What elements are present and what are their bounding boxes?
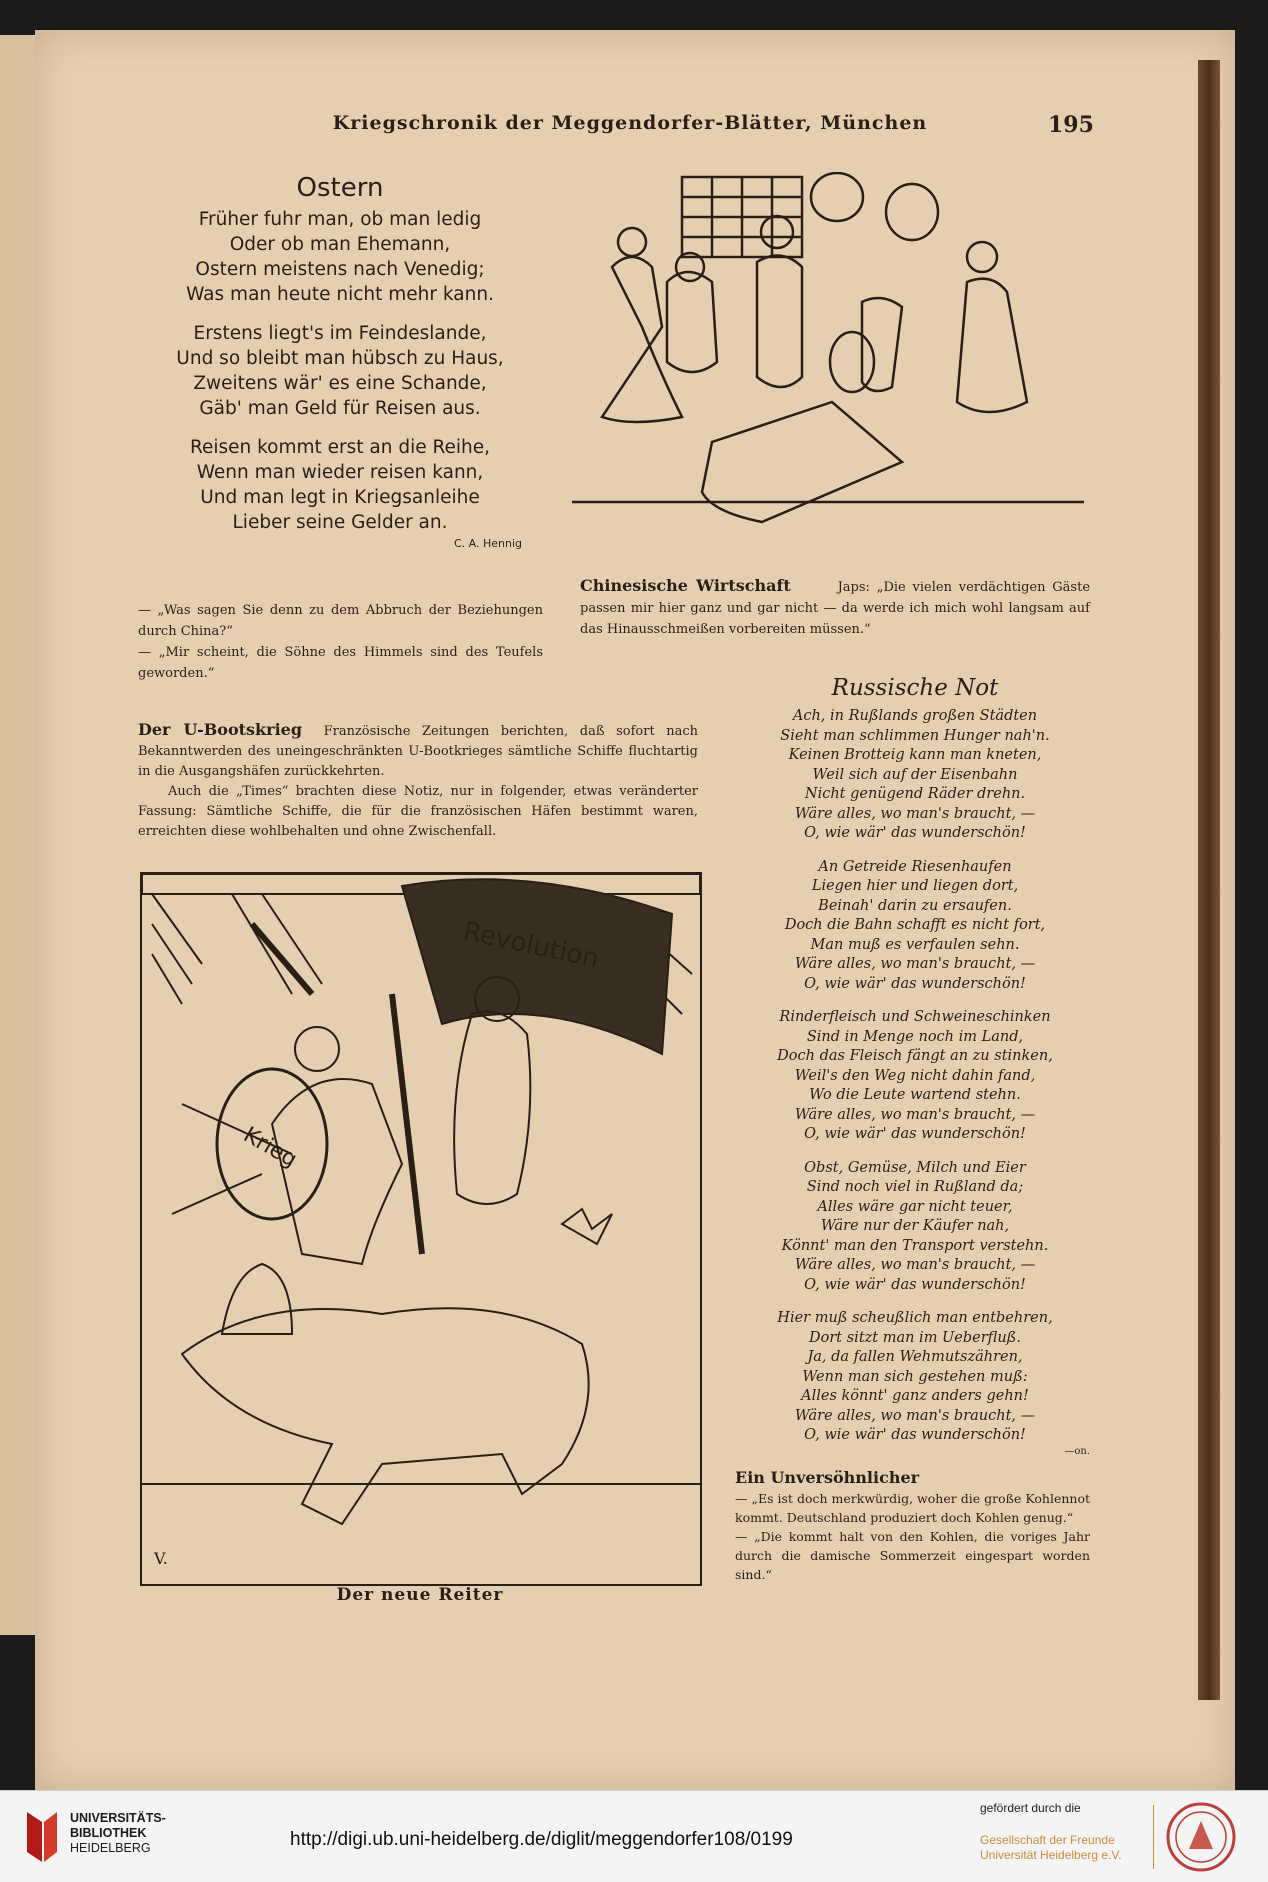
poem-stanza — [150, 207, 530, 307]
poem-line: Liegen hier und liegen dort, — [811, 878, 1019, 894]
poem-line: Gäb' man Geld für Reisen aus. — [199, 398, 481, 419]
paper-lantern — [886, 184, 938, 240]
funding-note: gefördert durch die — [980, 1801, 1081, 1815]
poem-line: Man muß es verfaulen sehn. — [810, 936, 1020, 953]
poem-line: Rinderfleisch und Schweineschinken — [779, 1009, 1051, 1025]
article-paragraph: Auch die „Times“ brachten diese Notiz, nur in folgender, etwas veränderter Fassung: Sämtliche Schiffe, die für die französischen Häfen bestimmt waren, erreichten diese wohlbehalten und ohne Zwischenfall. — [138, 784, 698, 839]
article-chinesische-wirtschaft — [580, 575, 1090, 640]
poem-line: Wenn man wieder reisen kann, — [196, 462, 484, 483]
library-name-line: UNIVERSITÄTS- — [70, 1811, 166, 1825]
poem-line: Dort sitzt man im Ueberfluß. — [809, 1329, 1021, 1346]
poem-stanza — [150, 321, 530, 421]
figure-fallen-man — [702, 402, 902, 522]
poem-line: Ostern meistens nach Venedig; — [195, 259, 485, 280]
poem-line: Wäre nur der Käufer nah, — [820, 1218, 1010, 1234]
poem-line: Wäre alles, wo man's braucht, — — [794, 1407, 1036, 1424]
figure-russian — [602, 257, 682, 422]
poem-stanza — [730, 858, 1100, 995]
poem-line: Ach, in Rußlands großen Städten — [792, 708, 1038, 724]
poem-line: Zweitens wär' es eine Schande, — [193, 373, 487, 394]
poem-line: Sind noch viel in Rußland da; — [806, 1179, 1024, 1195]
article-title: Chinesische Wirtschaft — [580, 576, 791, 595]
poem-line: O, wie wär' das wunderschön! — [804, 975, 1026, 992]
poem-line: O, wie wär' das wunderschön! — [804, 825, 1026, 841]
book-spine — [1198, 60, 1220, 1700]
figure-american — [757, 256, 802, 387]
article-paragraph: Japs: „Die vielen verdächtigen Gäste passen mir hier ganz und gar nicht — da werde ich mich wohl langsam auf das Hinausschmeißen vorbereiten müssen.“ — [580, 580, 1091, 637]
article-title: Ein Unversöhnlicher — [735, 1468, 920, 1487]
poem-line: Sieht man schlimmen Hunger nah'n. — [780, 727, 1050, 744]
poem-line: Doch die Bahn schafft es nicht fort, — [784, 917, 1046, 933]
library-logo-icon — [22, 1807, 62, 1865]
illustration-der-neue-reiter — [140, 872, 702, 1586]
poem-line: Weil's den Weg nicht dahin fand, — [794, 1067, 1036, 1084]
poem-line: Beinah' darin zu ersaufen. — [818, 897, 1012, 914]
poem-ostern-title: Ostern — [296, 173, 384, 203]
artist-signature: V. — [154, 1549, 168, 1568]
poem-line: Wäre alles, wo man's braucht, — — [794, 805, 1036, 822]
revolution-figure — [454, 1012, 530, 1205]
poem-line: Nicht genügend Räder drehn. — [804, 786, 1026, 802]
article-ubootkrieg — [138, 720, 698, 842]
paper-lantern — [811, 173, 863, 221]
running-header: Kriegschronik der Meggendorfer-Blätter, München — [332, 112, 928, 134]
poem-line: Könnt' man den Transport verstehn. — [781, 1237, 1049, 1254]
poem-line: Was man heute nicht mehr kann. — [186, 284, 494, 305]
poem-stanza — [730, 1309, 1100, 1446]
article-unversoehnlicher — [735, 1468, 1090, 1584]
figure-english — [667, 272, 717, 372]
china-dialog — [138, 600, 543, 684]
library-name-line: BIBLIOTHEK — [70, 1826, 147, 1840]
article-paragraph: Französische Zeitungen berichten, daß sofort nach Bekanntwerden des uneingeschränkten U-Bootkrieges sämtliche Schiffe fluchtartig in die Ausgangshäfen zurückkehrten. — [138, 724, 699, 779]
revolution-flag — [402, 879, 672, 1054]
page-number: 195 — [1048, 112, 1094, 138]
poem-line: Und so bleibt man hübsch zu Haus, — [176, 348, 504, 369]
flagpole — [392, 994, 422, 1254]
poem-line: O, wie wär' das wunderschön! — [804, 1276, 1026, 1293]
poem-ostern — [150, 173, 530, 550]
poem-line: Erstens liegt's im Feindeslande, — [193, 323, 487, 344]
university-seal-icon — [1165, 1801, 1237, 1873]
dialog-line: — „Mir scheint, die Söhne des Himmels sind des Teufels geworden.“ — [138, 645, 543, 681]
poem-line: Wo die Leute wartend stehn. — [809, 1087, 1021, 1103]
shield-text: Krieg — [239, 1122, 301, 1173]
footer-divider — [1153, 1805, 1154, 1869]
poem-line: O, wie wär' das wunderschön! — [804, 1427, 1026, 1443]
permalink-url[interactable]: http://digi.ub.uni-heidelberg.de/diglit/meggendorfer108/0199 — [290, 1829, 793, 1850]
figure-italian-guitar — [862, 298, 902, 391]
dialog-line: — „Was sagen Sie denn zu dem Abbruch der Beziehungen durch China?“ — [138, 603, 543, 639]
crown — [222, 1264, 292, 1334]
figure-japanese — [957, 279, 1027, 412]
poem-line: An Getreide Riesenhaufen — [818, 858, 1012, 875]
poem-stanza — [730, 1008, 1100, 1145]
illustration-chinese-inn — [572, 172, 1084, 562]
poem-stanza — [730, 1159, 1100, 1296]
society-name-line: Gesellschaft der Freunde — [980, 1833, 1115, 1847]
bear — [182, 1308, 589, 1524]
poem-line: Keinen Brotteig kann man kneten, — [788, 747, 1042, 763]
poem-line: Obst, Gemüse, Milch und Eier — [804, 1159, 1026, 1176]
poem-line: Hier muß scheußlich man entbehren, — [777, 1310, 1053, 1326]
poem-author: C. A. Hennig — [453, 537, 522, 550]
dialog-line: — „Es ist doch merkwürdig, woher die große Kohlennot kommt. Deutschland produziert doch Kohlen genug.“ — [735, 1491, 1090, 1525]
bird — [562, 1209, 612, 1244]
poem-line: Lieber seine Gelder an. — [232, 512, 448, 533]
torch-stick — [252, 924, 312, 994]
library-name — [70, 1811, 166, 1856]
library-name-line: HEIDELBERG — [70, 1841, 151, 1855]
illustration-caption: Der neue Reiter — [336, 1585, 504, 1605]
poem-stanza — [150, 435, 530, 535]
poem-signature: —on. — [1064, 1445, 1090, 1457]
poem-line: Oder ob man Ehemann, — [229, 234, 451, 255]
poem-line: Sind in Menge noch im Land, — [806, 1028, 1024, 1045]
poem-line: Und man legt in Kriegsanleihe — [200, 487, 480, 508]
funding-society — [980, 1833, 1122, 1863]
article-title: Der U-Bootskrieg — [138, 720, 303, 739]
poem-line: Früher fuhr man, ob man ledig — [198, 209, 482, 230]
dialog-line: — „Die kommt halt von den Kohlen, die voriges Jahr durch die damische Sommerzeit eingespart worden sind.“ — [735, 1529, 1090, 1582]
poem-line: Wäre alles, wo man's braucht, — — [794, 1257, 1036, 1273]
poem-line: O, wie wär' das wunderschön! — [804, 1126, 1026, 1142]
poem-line: Doch das Fleisch fängt an zu stinken, — [777, 1048, 1053, 1064]
poem-line: Wäre alles, wo man's braucht, — — [794, 956, 1036, 972]
flag-text: Revolution — [460, 916, 602, 975]
poem-line: Ja, da fallen Wehmutszähren, — [807, 1349, 1023, 1365]
poem-line: Alles könnt' ganz anders gehn! — [801, 1388, 1029, 1404]
poem-line: Reisen kommt erst an die Reihe, — [189, 437, 491, 458]
poem-line: Alles wäre gar nicht teuer, — [817, 1198, 1013, 1215]
poem-stanza — [730, 707, 1100, 844]
society-name-line: Universität Heidelberg e.V. — [980, 1848, 1122, 1862]
viewer-footer — [0, 1790, 1268, 1882]
poem-line: Wenn man sich gestehen muß: — [802, 1368, 1028, 1385]
poem-title: Russische Not — [831, 675, 999, 701]
poem-russische-not — [730, 675, 1100, 1457]
poem-line: Wäre alles, wo man's braucht, — — [794, 1106, 1036, 1123]
poem-line: Weil sich auf der Eisenbahn — [812, 766, 1018, 783]
